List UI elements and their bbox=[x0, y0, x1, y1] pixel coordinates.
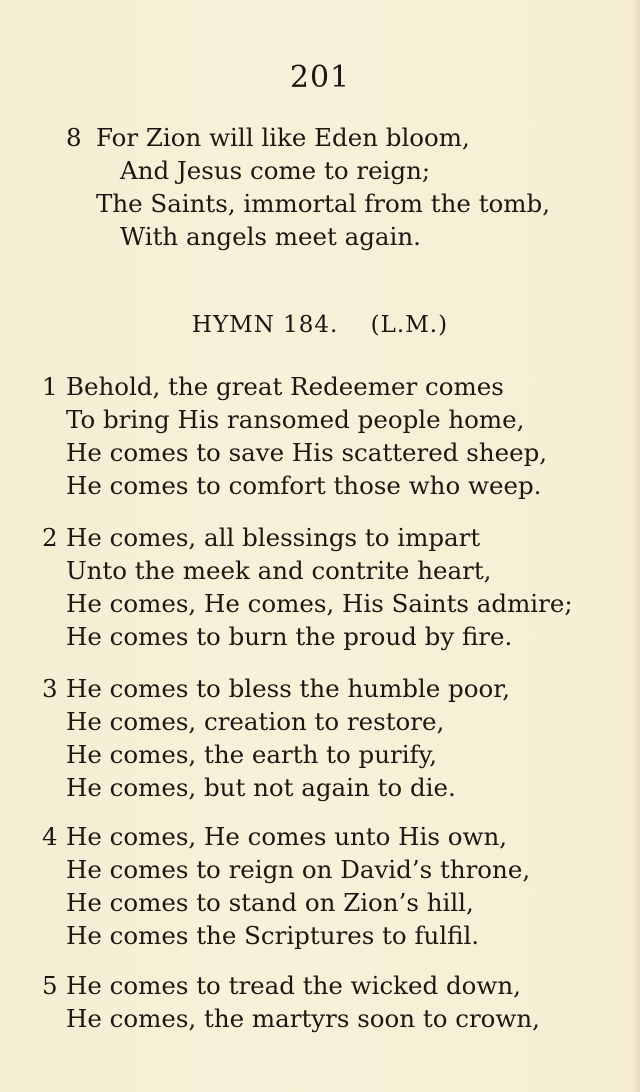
stanza-line: He comes, He comes unto His own, bbox=[66, 822, 508, 851]
stanza-line: He comes to burn the proud by fire. bbox=[66, 622, 513, 651]
stanza-line: He comes, the martyrs soon to crown, bbox=[66, 1004, 540, 1033]
stanza-line: For Zion will like Eden bloom, bbox=[96, 123, 470, 152]
stanza-number: 3 bbox=[42, 674, 58, 703]
stanza-line: He comes to bless the humble poor, bbox=[66, 674, 511, 703]
stanza-line: He comes, all blessings to impart bbox=[66, 523, 481, 552]
stanza-line: Unto the meek and contrite heart, bbox=[66, 556, 492, 585]
stanza-line: He comes, but not again to die. bbox=[66, 773, 456, 802]
page-edge-shadow bbox=[632, 0, 640, 1092]
stanza-number: 4 bbox=[42, 822, 58, 851]
stanza-line: To bring His ransomed people home, bbox=[66, 405, 525, 434]
stanza-line: He comes to save His scattered sheep, bbox=[66, 438, 548, 467]
stanza-number: 2 bbox=[42, 523, 58, 552]
stanza-line: The Saints, immortal from the tomb, bbox=[96, 189, 551, 218]
stanza-line: And Jesus come to reign; bbox=[120, 156, 431, 185]
hymn-meter: (L.M.) bbox=[370, 312, 449, 338]
stanza-line: He comes, creation to restore, bbox=[66, 707, 445, 736]
stanza-line: With angels meet again. bbox=[120, 222, 421, 251]
stanza-line: He comes, He comes, His Saints admire; bbox=[66, 589, 573, 618]
stanza-line: He comes to reign on David’s throne, bbox=[66, 855, 531, 884]
stanza-line: Behold, the great Redeemer comes bbox=[66, 372, 504, 401]
stanza-line: He comes, the earth to purify, bbox=[66, 740, 437, 769]
stanza-line: He comes the Scriptures to fulfil. bbox=[66, 921, 480, 950]
stanza-line: He comes to tread the wicked down, bbox=[66, 971, 521, 1000]
stanza-number: 8 bbox=[66, 123, 82, 152]
stanza-line: He comes to comfort those who weep. bbox=[66, 471, 542, 500]
hymn-title bbox=[0, 312, 640, 338]
hymn-number: HYMN 184. bbox=[191, 312, 339, 338]
stanza-line: He comes to stand on Zion’s hill, bbox=[66, 888, 474, 917]
page-number: 201 bbox=[289, 60, 351, 95]
stanza-number: 5 bbox=[42, 971, 58, 1000]
stanza-number: 1 bbox=[42, 372, 58, 401]
